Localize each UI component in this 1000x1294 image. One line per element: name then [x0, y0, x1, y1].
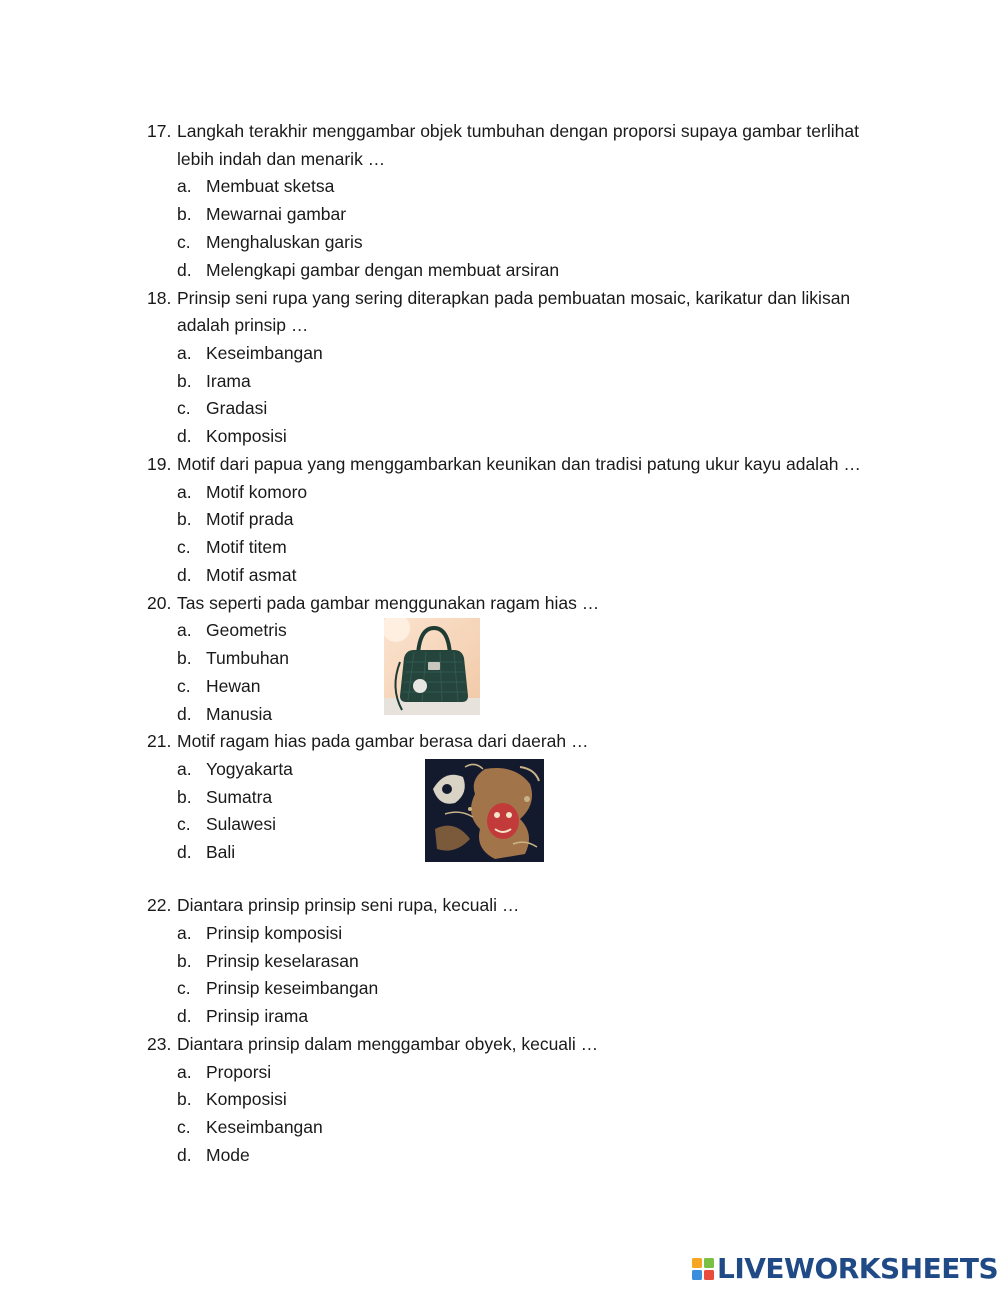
option-letter: b. [177, 509, 192, 529]
option-text: Membuat sketsa [206, 176, 335, 196]
question-number: 18. [147, 288, 172, 308]
handbag-image [384, 618, 480, 715]
option-letter: c. [177, 814, 191, 834]
question-text: Motif dari papua yang menggambarkan keunikan dan tradisi patung ukur kayu adalah … [177, 454, 861, 474]
option-letter: c. [177, 537, 191, 557]
option-letter: a. [177, 482, 192, 502]
question-number: 21. [147, 731, 172, 751]
option-text: Tumbuhan [206, 648, 290, 668]
option-text: Motif prada [206, 509, 294, 529]
option-text: Keseimbangan [206, 1117, 323, 1137]
option-text: Keseimbangan [206, 343, 323, 363]
option-letter: c. [177, 1117, 191, 1137]
question-text: Diantara prinsip prinsip seni rupa, kecuali … [177, 895, 520, 915]
option-text: Mode [206, 1145, 250, 1165]
question-number: 20. [147, 593, 172, 613]
option-text: Melengkapi gambar dengan membuat arsiran [206, 260, 560, 280]
option-text: Mewarnai gambar [206, 204, 347, 224]
question-text: lebih indah dan menarik … [177, 149, 386, 169]
option-text: Yogyakarta [206, 759, 293, 779]
option-letter: a. [177, 620, 192, 640]
question-number: 22. [147, 895, 172, 915]
option-letter: b. [177, 1089, 192, 1109]
option-text: Komposisi [206, 1089, 287, 1109]
option-letter: d. [177, 1006, 192, 1026]
option-letter: c. [177, 232, 191, 252]
question-text: Prinsip seni rupa yang sering diterapkan pada pembuatan mosaic, karikatur dan likisan [177, 288, 851, 308]
option-text: Menghaluskan garis [206, 232, 363, 252]
option-text: Gradasi [206, 398, 268, 418]
option-text: Irama [206, 371, 251, 391]
liveworksheets-logo[interactable] [692, 1252, 999, 1285]
option-text: Prinsip irama [206, 1006, 309, 1026]
option-letter: c. [177, 978, 191, 998]
question-number: 19. [147, 454, 172, 474]
option-letter: a. [177, 923, 192, 943]
option-letter: a. [177, 176, 192, 196]
option-text: Sumatra [206, 787, 273, 807]
question-number: 23. [147, 1034, 172, 1054]
option-letter: d. [177, 1145, 192, 1165]
option-letter: c. [177, 398, 191, 418]
option-text: Komposisi [206, 426, 287, 446]
question-text: Langkah terakhir menggambar objek tumbuhan dengan proporsi supaya gambar terlihat [177, 121, 859, 141]
option-letter: b. [177, 648, 192, 668]
option-text: Geometris [206, 620, 287, 640]
logo-text: LIVEWORKSHEETS [717, 1252, 999, 1285]
question-text: Tas seperti pada gambar menggunakan ragam hias … [177, 593, 600, 613]
option-text: Prinsip komposisi [206, 923, 343, 943]
option-letter: d. [177, 260, 192, 280]
option-letter: a. [177, 1062, 192, 1082]
option-letter: d. [177, 565, 192, 585]
option-text: Bali [206, 842, 236, 862]
option-letter: a. [177, 343, 192, 363]
option-letter: b. [177, 371, 192, 391]
option-text: Prinsip keselarasan [206, 951, 359, 971]
option-text: Proporsi [206, 1062, 272, 1082]
option-letter: d. [177, 426, 192, 446]
option-letter: d. [177, 704, 192, 724]
option-letter: a. [177, 759, 192, 779]
option-letter: b. [177, 204, 192, 224]
option-letter: c. [177, 676, 191, 696]
option-text: Manusia [206, 704, 273, 724]
option-letter: d. [177, 842, 192, 862]
option-text: Sulawesi [206, 814, 277, 834]
option-text: Motif komoro [206, 482, 308, 502]
option-text: Prinsip keseimbangan [206, 978, 379, 998]
option-text: Motif titem [206, 537, 287, 557]
option-letter: b. [177, 787, 192, 807]
question-number: 17. [147, 121, 172, 141]
option-text: Hewan [206, 676, 261, 696]
question-text: Motif ragam hias pada gambar berasa dari daerah … [177, 731, 589, 751]
logo-grid-icon [692, 1258, 714, 1280]
option-letter: b. [177, 951, 192, 971]
question-text: adalah prinsip … [177, 315, 309, 335]
question-text: Diantara prinsip dalam menggambar obyek, kecuali … [177, 1034, 599, 1054]
option-text: Motif asmat [206, 565, 297, 585]
batik-motif-image [425, 759, 544, 862]
